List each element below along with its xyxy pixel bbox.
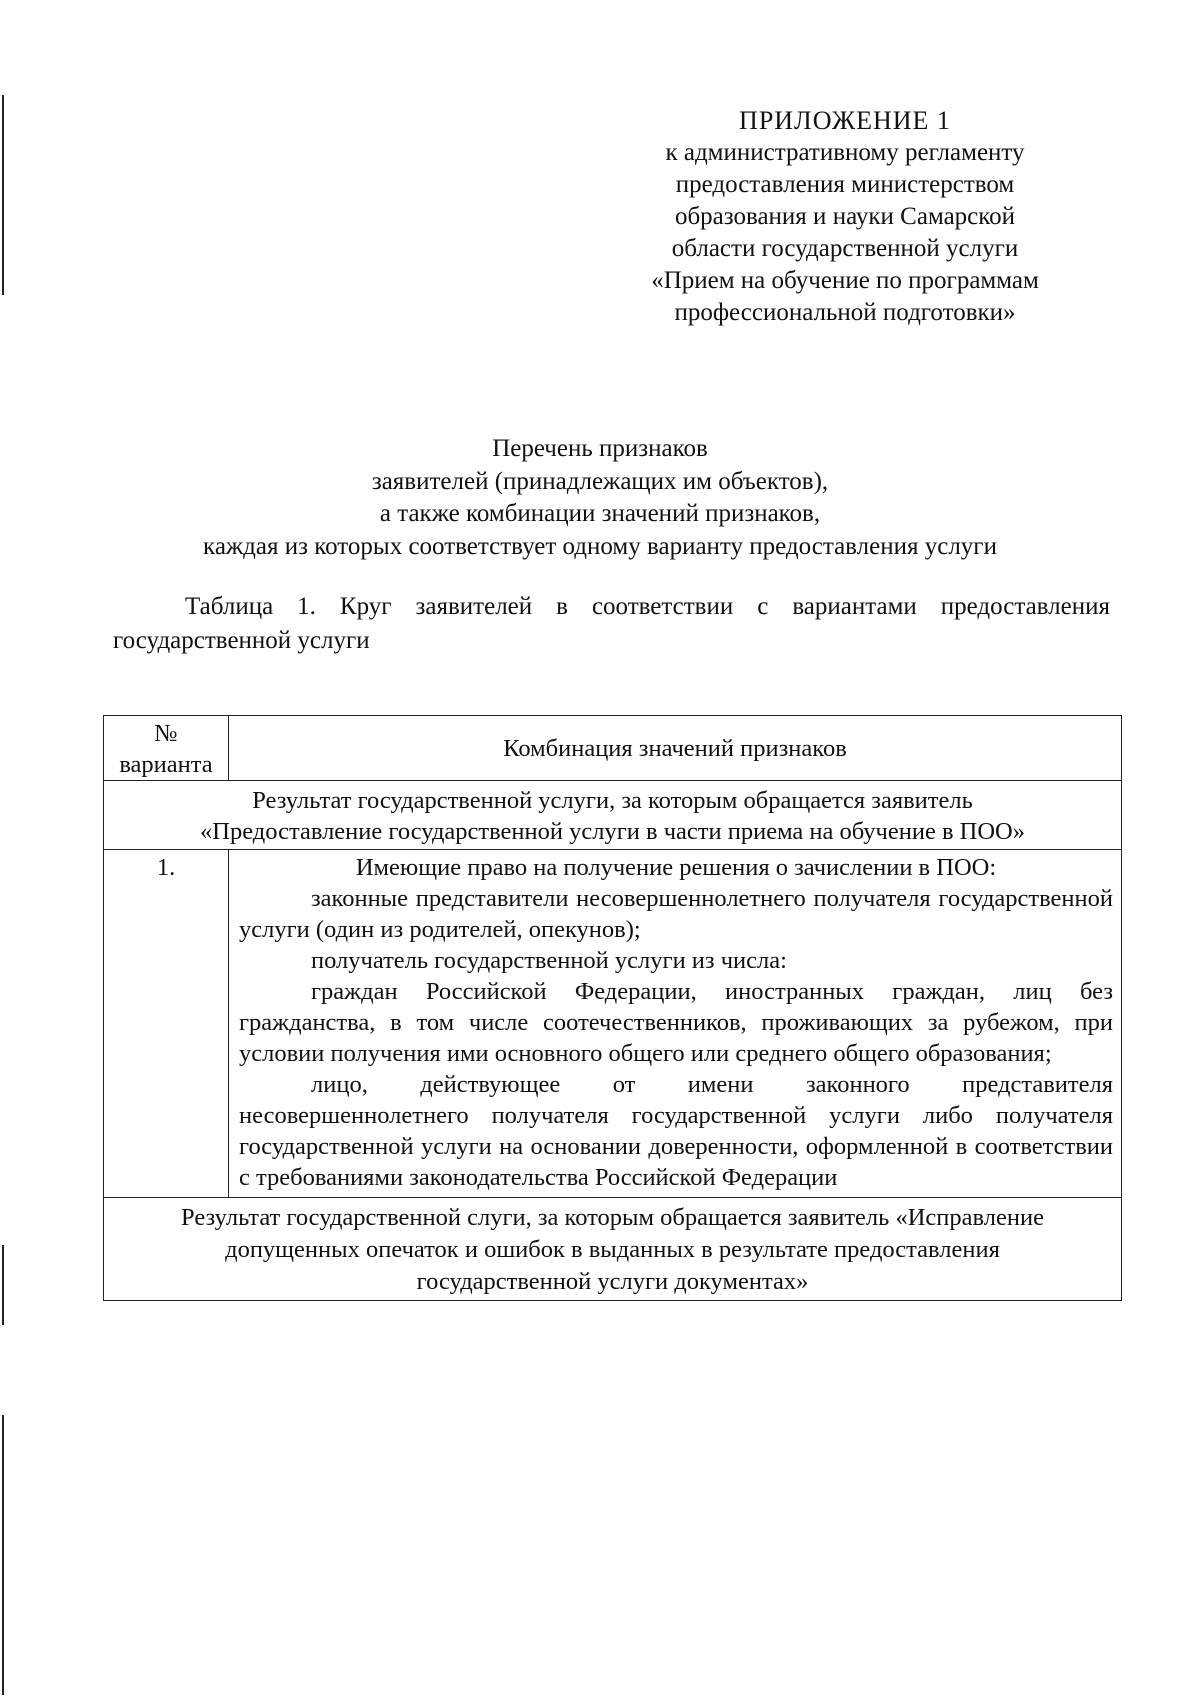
table-row	[104, 1198, 1122, 1301]
number-sign: №	[154, 720, 178, 747]
applicants-table	[103, 715, 1122, 1301]
appendix-line: области государственной услуги	[671, 235, 1019, 262]
table-caption: Таблица 1. Круг заявителей в соответствии с вариантами предоставления государственной услуги	[113, 593, 1110, 654]
combination-header: Комбинация значений признаков	[229, 716, 1122, 781]
document-heading	[110, 433, 1090, 563]
result-heading-2	[104, 1198, 1122, 1301]
combination-paragraph: лицо, действующее от имени законного представителя несовершеннолетнего получателя государственной услуги либо получателя государственной услуги на основании доверенности, оформленной в соответствии с требованиями законодательства Российской Федерации	[239, 1071, 1113, 1191]
heading-line: каждая из которых соответствует одному варианту предоставления услуги	[203, 532, 997, 560]
combination-paragraph: Имеющие право на получение решения о зачислении в ПОО:	[355, 854, 997, 881]
variant-number-header	[104, 716, 229, 781]
table-row	[104, 781, 1122, 850]
scan-edge-mark	[2, 1415, 4, 1695]
appendix-line: «Прием на обучение по программам	[651, 267, 1039, 294]
result-line: допущенных опечаток и ошибок в выданных в результате предоставления	[225, 1236, 1000, 1263]
appendix-title: ПРИЛОЖЕНИЕ 1	[739, 106, 951, 135]
appendix-line: предоставления министерством	[675, 171, 1015, 198]
result-line: Результат государственной услуги, за которым обращается заявитель	[252, 787, 973, 814]
combination-paragraph: получатель государственной услуги из числа:	[311, 947, 787, 974]
heading-line: заявителей (принадлежащих им объектов),	[371, 467, 829, 495]
combination-paragraph: законные представители несовершеннолетнего получателя государственной услуги (один из родителей, опекунов);	[239, 885, 1113, 943]
result-line: «Предоставление государственной услуги в части приема на обучение в ПОО»	[200, 818, 1025, 845]
table-header-row	[104, 716, 1122, 781]
table-row	[104, 850, 1122, 1198]
appendix-line: к административному регламенту	[665, 139, 1025, 166]
result-line: Результат государственной слуги, за которым обращается заявитель «Исправление	[181, 1204, 1044, 1231]
number-word: варианта	[119, 751, 213, 778]
heading-line: а также комбинации значений признаков,	[379, 500, 821, 527]
result-line: государственной услуги документах»	[416, 1268, 809, 1295]
appendix-line: образования и науки Самарской	[674, 203, 1016, 230]
appendix-block	[600, 105, 1090, 329]
heading-line: Перечень признаков	[492, 435, 708, 462]
scan-edge-mark	[2, 95, 4, 295]
variant-number: 1.	[104, 850, 229, 1198]
combination-paragraph: граждан Российской Федерации, иностранных граждан, лиц без гражданства, в том числе соотечественников, проживающих за рубежом, при условии получения ими основного общего или среднего общего образования;	[239, 978, 1113, 1067]
appendix-line: профессиональной подготовки»	[674, 299, 1016, 326]
result-heading-1	[104, 781, 1122, 850]
combination-cell	[229, 850, 1122, 1198]
scan-edge-mark	[2, 1245, 4, 1325]
